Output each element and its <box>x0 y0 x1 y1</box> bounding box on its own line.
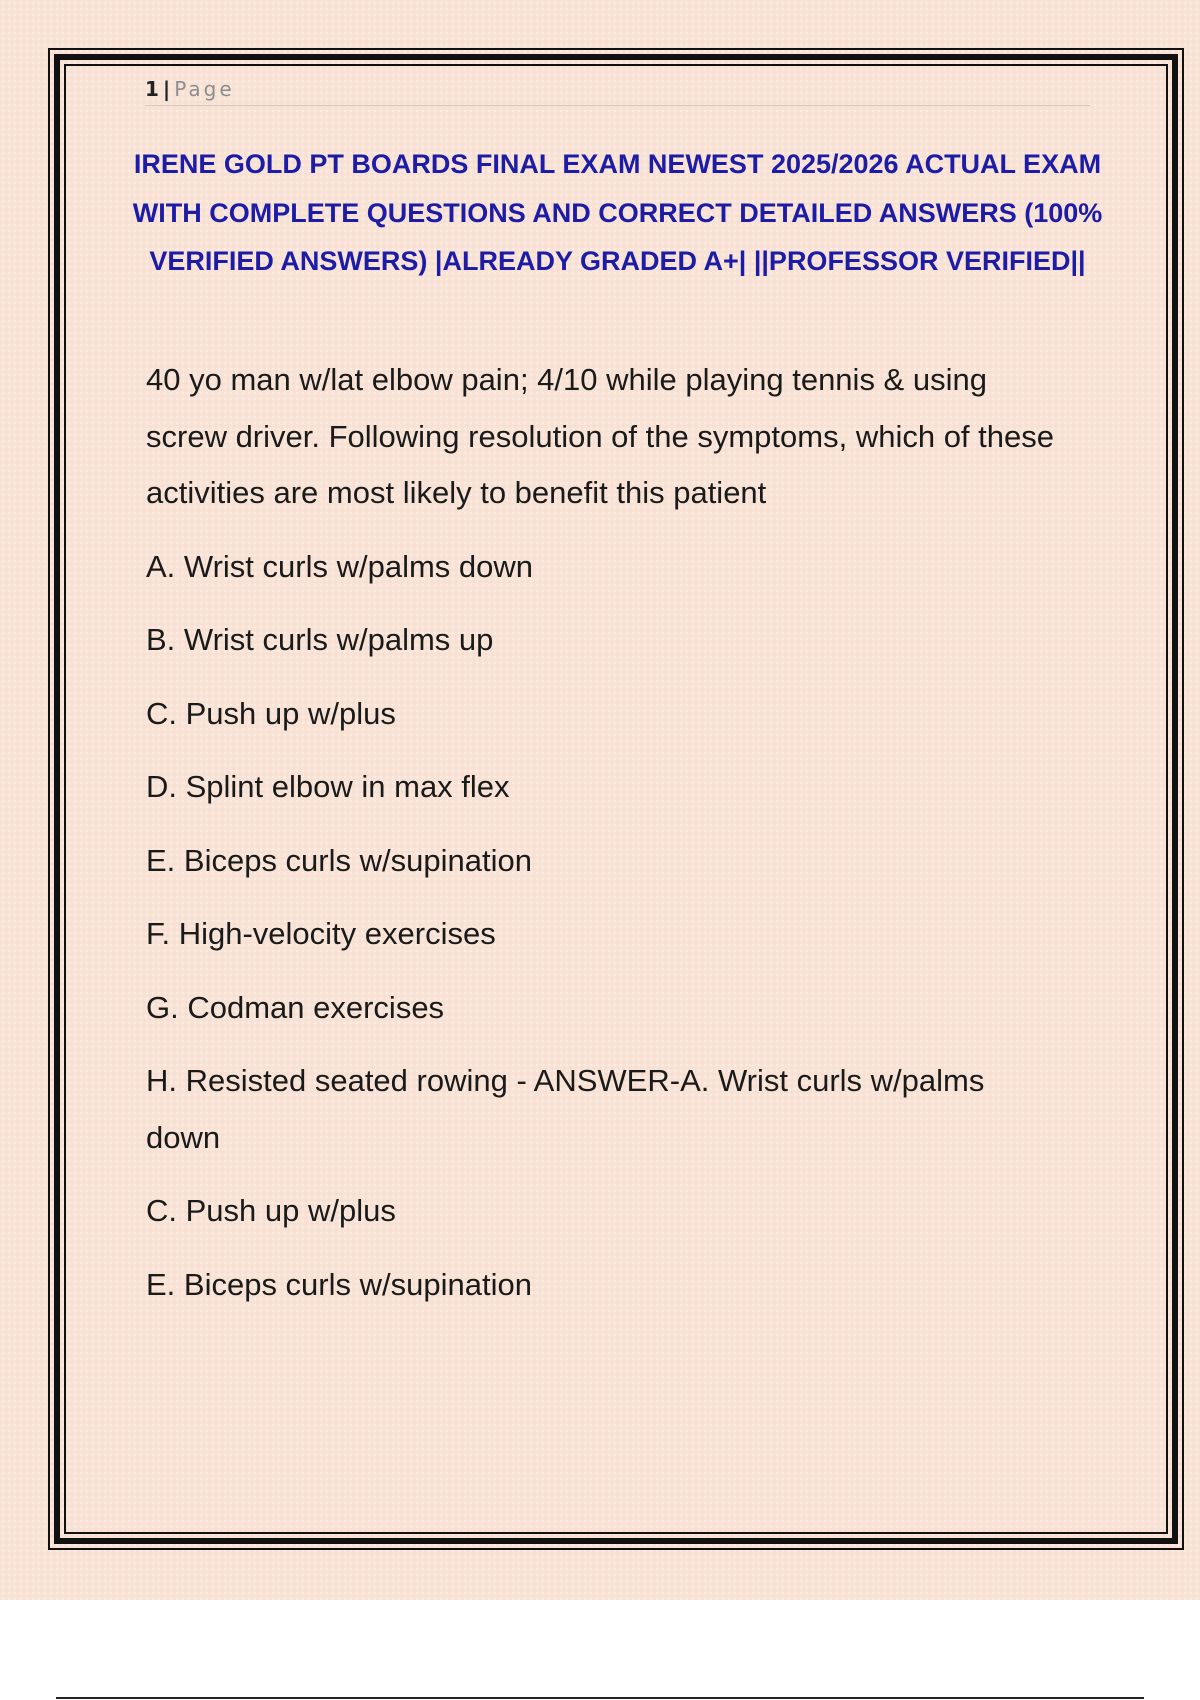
page-header-separator: | <box>162 77 171 101</box>
option-item: B. Wrist curls w/palms up <box>146 622 494 657</box>
next-page-top-rule <box>56 1697 1144 1699</box>
option-item-answer: H. Resisted seated rowing - ANSWER-A. Wrist curls w/palms down <box>146 1063 985 1155</box>
option-item: C. Push up w/plus <box>146 1193 396 1228</box>
page-header <box>145 72 1090 106</box>
question-block <box>146 352 1066 1313</box>
option-item: F. High-velocity exercises <box>146 916 496 951</box>
option-item: E. Biceps curls w/supination <box>146 1266 532 1302</box>
document-title: IRENE GOLD PT BOARDS FINAL EXAM NEWEST 2025/2026 ACTUAL EXAM WITH COMPLETE QUESTIONS AND CORRECT DETAILED ANSWERS (100% VERIFIED ANSWERS) |ALREADY GRADED A+| ||PROFESSOR VERIFIED|| <box>132 149 1103 276</box>
question-text: 40 yo man w/lat elbow pain; 4/10 while playing tennis & using screw driver. Following resolution of the symptoms, which of these activities are most likely to benefit this patient <box>146 362 1054 510</box>
option-item: E. Biceps curls w/supination <box>146 842 532 878</box>
option-item: A. Wrist curls w/palms down <box>146 548 534 584</box>
option-item: C. Push up w/plus <box>146 695 396 731</box>
page-number: 1 <box>145 77 159 101</box>
option-item: D. Splint elbow in max flex <box>146 769 510 804</box>
page-label: Page <box>174 77 235 101</box>
answer-options <box>146 539 1066 1314</box>
option-item: G. Codman exercises <box>146 989 445 1025</box>
